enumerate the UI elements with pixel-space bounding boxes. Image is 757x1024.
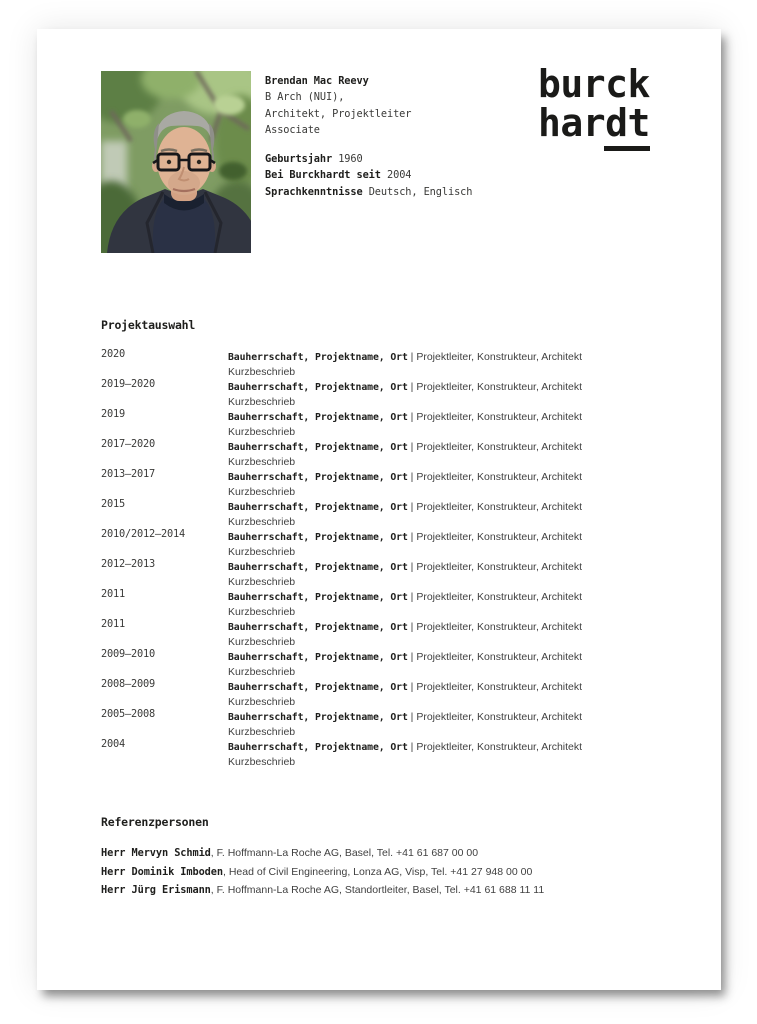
project-years: 2015 — [101, 498, 125, 510]
reference-name: Herr Mervyn Schmid — [101, 847, 211, 859]
project-title: Bauherrschaft, Projektname, Ort — [228, 352, 408, 363]
project-title: Bauherrschaft, Projektname, Ort — [228, 712, 408, 723]
project-row — [101, 437, 661, 467]
project-description: Kurzbeschrieb — [228, 486, 296, 498]
project-row — [101, 557, 661, 587]
project-roles: Projektleiter, Konstrukteur, Architekt — [416, 591, 583, 603]
project-title-line — [228, 467, 661, 485]
project-description: Kurzbeschrieb — [228, 636, 296, 648]
project-row — [101, 707, 661, 737]
project-separator: | — [407, 411, 417, 423]
project-content — [228, 617, 661, 647]
fact-label: Bei Burckhardt seit — [265, 169, 381, 182]
project-roles: Projektleiter, Konstrukteur, Architekt — [416, 711, 583, 723]
project-years: 2008–2009 — [101, 678, 155, 690]
project-separator: | — [407, 591, 417, 603]
project-title: Bauherrschaft, Projektname, Ort — [228, 652, 408, 663]
project-description: Kurzbeschrieb — [228, 546, 296, 558]
project-description: Kurzbeschrieb — [228, 606, 296, 618]
project-separator: | — [407, 651, 417, 663]
project-row — [101, 497, 661, 527]
project-content — [228, 437, 661, 467]
project-roles: Projektleiter, Konstrukteur, Architekt — [416, 441, 583, 453]
project-title-line — [228, 707, 661, 725]
person-name: Brendan Mac Reevy — [265, 75, 369, 87]
references-list — [101, 843, 544, 899]
projects-table — [101, 347, 661, 767]
references-section-heading: Referenzpersonen — [101, 815, 209, 829]
project-content — [228, 377, 661, 407]
project-separator: | — [407, 561, 417, 573]
project-row — [101, 737, 661, 767]
reference-details: , Head of Civil Engineering, Lonza AG, Visp, Tel. +41 27 948 00 00 — [223, 865, 533, 878]
projects-section-heading: Projektauswahl — [101, 318, 196, 332]
project-years: 2017–2020 — [101, 438, 155, 450]
project-row — [101, 347, 661, 377]
project-separator: | — [407, 441, 417, 453]
reference-person-row — [101, 843, 544, 862]
project-separator: | — [407, 711, 417, 723]
project-title-line — [228, 347, 661, 365]
project-description: Kurzbeschrieb — [228, 756, 296, 768]
project-title: Bauherrschaft, Projektname, Ort — [228, 382, 408, 393]
project-years: 2009–2010 — [101, 648, 155, 660]
project-years: 2019–2020 — [101, 378, 155, 390]
project-years: 2012–2013 — [101, 558, 155, 570]
project-title: Bauherrschaft, Projektname, Ort — [228, 472, 408, 483]
logo-line-2: hardt — [538, 101, 650, 145]
project-years: 2004 — [101, 738, 125, 750]
project-roles: Projektleiter, Konstrukteur, Architekt — [416, 471, 583, 483]
project-title-line — [228, 497, 661, 515]
project-content — [228, 647, 661, 677]
project-title: Bauherrschaft, Projektname, Ort — [228, 532, 408, 543]
reference-details: , F. Hoffmann-La Roche AG, Basel, Tel. +41 61 687 00 00 — [210, 847, 479, 859]
reference-person-row — [101, 862, 544, 881]
header-fact — [265, 184, 472, 200]
project-separator: | — [407, 531, 417, 543]
project-content — [228, 587, 661, 617]
portrait-photo — [101, 71, 251, 253]
header-info — [265, 73, 472, 200]
project-separator: | — [407, 501, 417, 513]
cv-document-page — [37, 29, 721, 990]
project-description: Kurzbeschrieb — [228, 666, 296, 678]
project-row — [101, 407, 661, 437]
project-separator: | — [407, 381, 417, 393]
project-title-line — [228, 617, 661, 635]
header-title-line: B Arch (NUI), — [265, 91, 345, 104]
header-title-line: Associate — [265, 123, 320, 136]
header-fact — [265, 151, 472, 167]
reference-details: , F. Hoffmann-La Roche AG, Standortleiter, Basel, Tel. +41 61 688 11 11 — [210, 884, 545, 896]
project-title-line — [228, 527, 661, 545]
project-row — [101, 587, 661, 617]
project-row — [101, 647, 661, 677]
reference-person-row — [101, 880, 544, 899]
project-separator: | — [407, 741, 417, 753]
project-title-line — [228, 647, 661, 665]
project-roles: Projektleiter, Konstrukteur, Architekt — [416, 531, 583, 543]
fact-label: Geburtsjahr — [265, 153, 333, 166]
project-title-line — [228, 407, 661, 425]
project-row — [101, 527, 661, 557]
project-row — [101, 617, 661, 647]
project-separator: | — [407, 351, 417, 363]
project-content — [228, 557, 661, 587]
project-roles: Projektleiter, Konstrukteur, Architekt — [416, 561, 583, 573]
project-row — [101, 377, 661, 407]
project-title-line — [228, 587, 661, 605]
project-roles: Projektleiter, Konstrukteur, Architekt — [416, 621, 583, 633]
project-roles: Projektleiter, Konstrukteur, Architekt — [416, 651, 583, 663]
project-row — [101, 677, 661, 707]
project-title: Bauherrschaft, Projektname, Ort — [228, 682, 408, 693]
project-title-line — [228, 557, 661, 575]
header-fact — [265, 167, 472, 183]
project-content — [228, 737, 661, 767]
project-years: 2013–2017 — [101, 468, 155, 480]
project-title-line — [228, 377, 661, 395]
project-description: Kurzbeschrieb — [228, 396, 296, 408]
project-content — [228, 707, 661, 737]
fact-label: Sprachkenntnisse — [265, 185, 363, 198]
project-roles: Projektleiter, Konstrukteur, Architekt — [416, 411, 583, 423]
reference-name: Herr Dominik Imboden — [101, 865, 223, 878]
project-content — [228, 467, 661, 497]
portrait-photo-illustration — [101, 71, 251, 253]
fact-value: 1960 — [332, 153, 363, 166]
project-years: 2020 — [101, 348, 125, 360]
project-description: Kurzbeschrieb — [228, 366, 296, 378]
header-facts — [265, 151, 472, 200]
project-years: 2011 — [101, 618, 125, 630]
logo-underline-bar — [604, 146, 650, 151]
logo-line-1: burck — [538, 62, 650, 106]
burckhardt-logo — [538, 62, 650, 151]
project-roles: Projektleiter, Konstrukteur, Architekt — [416, 681, 583, 693]
project-years: 2010/2012–2014 — [101, 528, 185, 540]
project-title: Bauherrschaft, Projektname, Ort — [228, 412, 408, 423]
project-content — [228, 347, 661, 377]
project-description: Kurzbeschrieb — [228, 696, 296, 708]
project-roles: Projektleiter, Konstrukteur, Architekt — [416, 501, 583, 513]
project-separator: | — [407, 471, 417, 483]
project-description: Kurzbeschrieb — [228, 426, 296, 438]
header-titles — [265, 89, 472, 138]
reference-name: Herr Jürg Erismann — [101, 884, 211, 896]
project-content — [228, 497, 661, 527]
project-years: 2011 — [101, 588, 125, 600]
project-roles: Projektleiter, Konstrukteur, Architekt — [416, 741, 583, 753]
project-title: Bauherrschaft, Projektname, Ort — [228, 742, 408, 753]
project-title: Bauherrschaft, Projektname, Ort — [228, 562, 408, 573]
project-content — [228, 527, 661, 557]
project-title-line — [228, 437, 661, 455]
project-description: Kurzbeschrieb — [228, 576, 296, 588]
project-separator: | — [407, 621, 417, 633]
project-title: Bauherrschaft, Projektname, Ort — [228, 442, 408, 453]
project-roles: Projektleiter, Konstrukteur, Architekt — [416, 381, 583, 393]
header-title-line: Architekt, Projektleiter — [265, 107, 412, 120]
project-row — [101, 467, 661, 497]
project-title: Bauherrschaft, Projektname, Ort — [228, 502, 408, 513]
project-description: Kurzbeschrieb — [228, 726, 296, 738]
fact-value: Deutsch, Englisch — [362, 185, 473, 198]
project-years: 2005–2008 — [101, 708, 155, 720]
project-title-line — [228, 737, 661, 755]
project-title-line — [228, 677, 661, 695]
project-content — [228, 407, 661, 437]
project-years: 2019 — [101, 408, 125, 420]
project-description: Kurzbeschrieb — [228, 516, 296, 528]
project-roles: Projektleiter, Konstrukteur, Architekt — [416, 351, 583, 363]
project-title: Bauherrschaft, Projektname, Ort — [228, 592, 408, 603]
project-title: Bauherrschaft, Projektname, Ort — [228, 622, 408, 633]
project-separator: | — [407, 681, 417, 693]
project-content — [228, 677, 661, 707]
project-description: Kurzbeschrieb — [228, 456, 296, 468]
fact-value: 2004 — [380, 169, 412, 182]
